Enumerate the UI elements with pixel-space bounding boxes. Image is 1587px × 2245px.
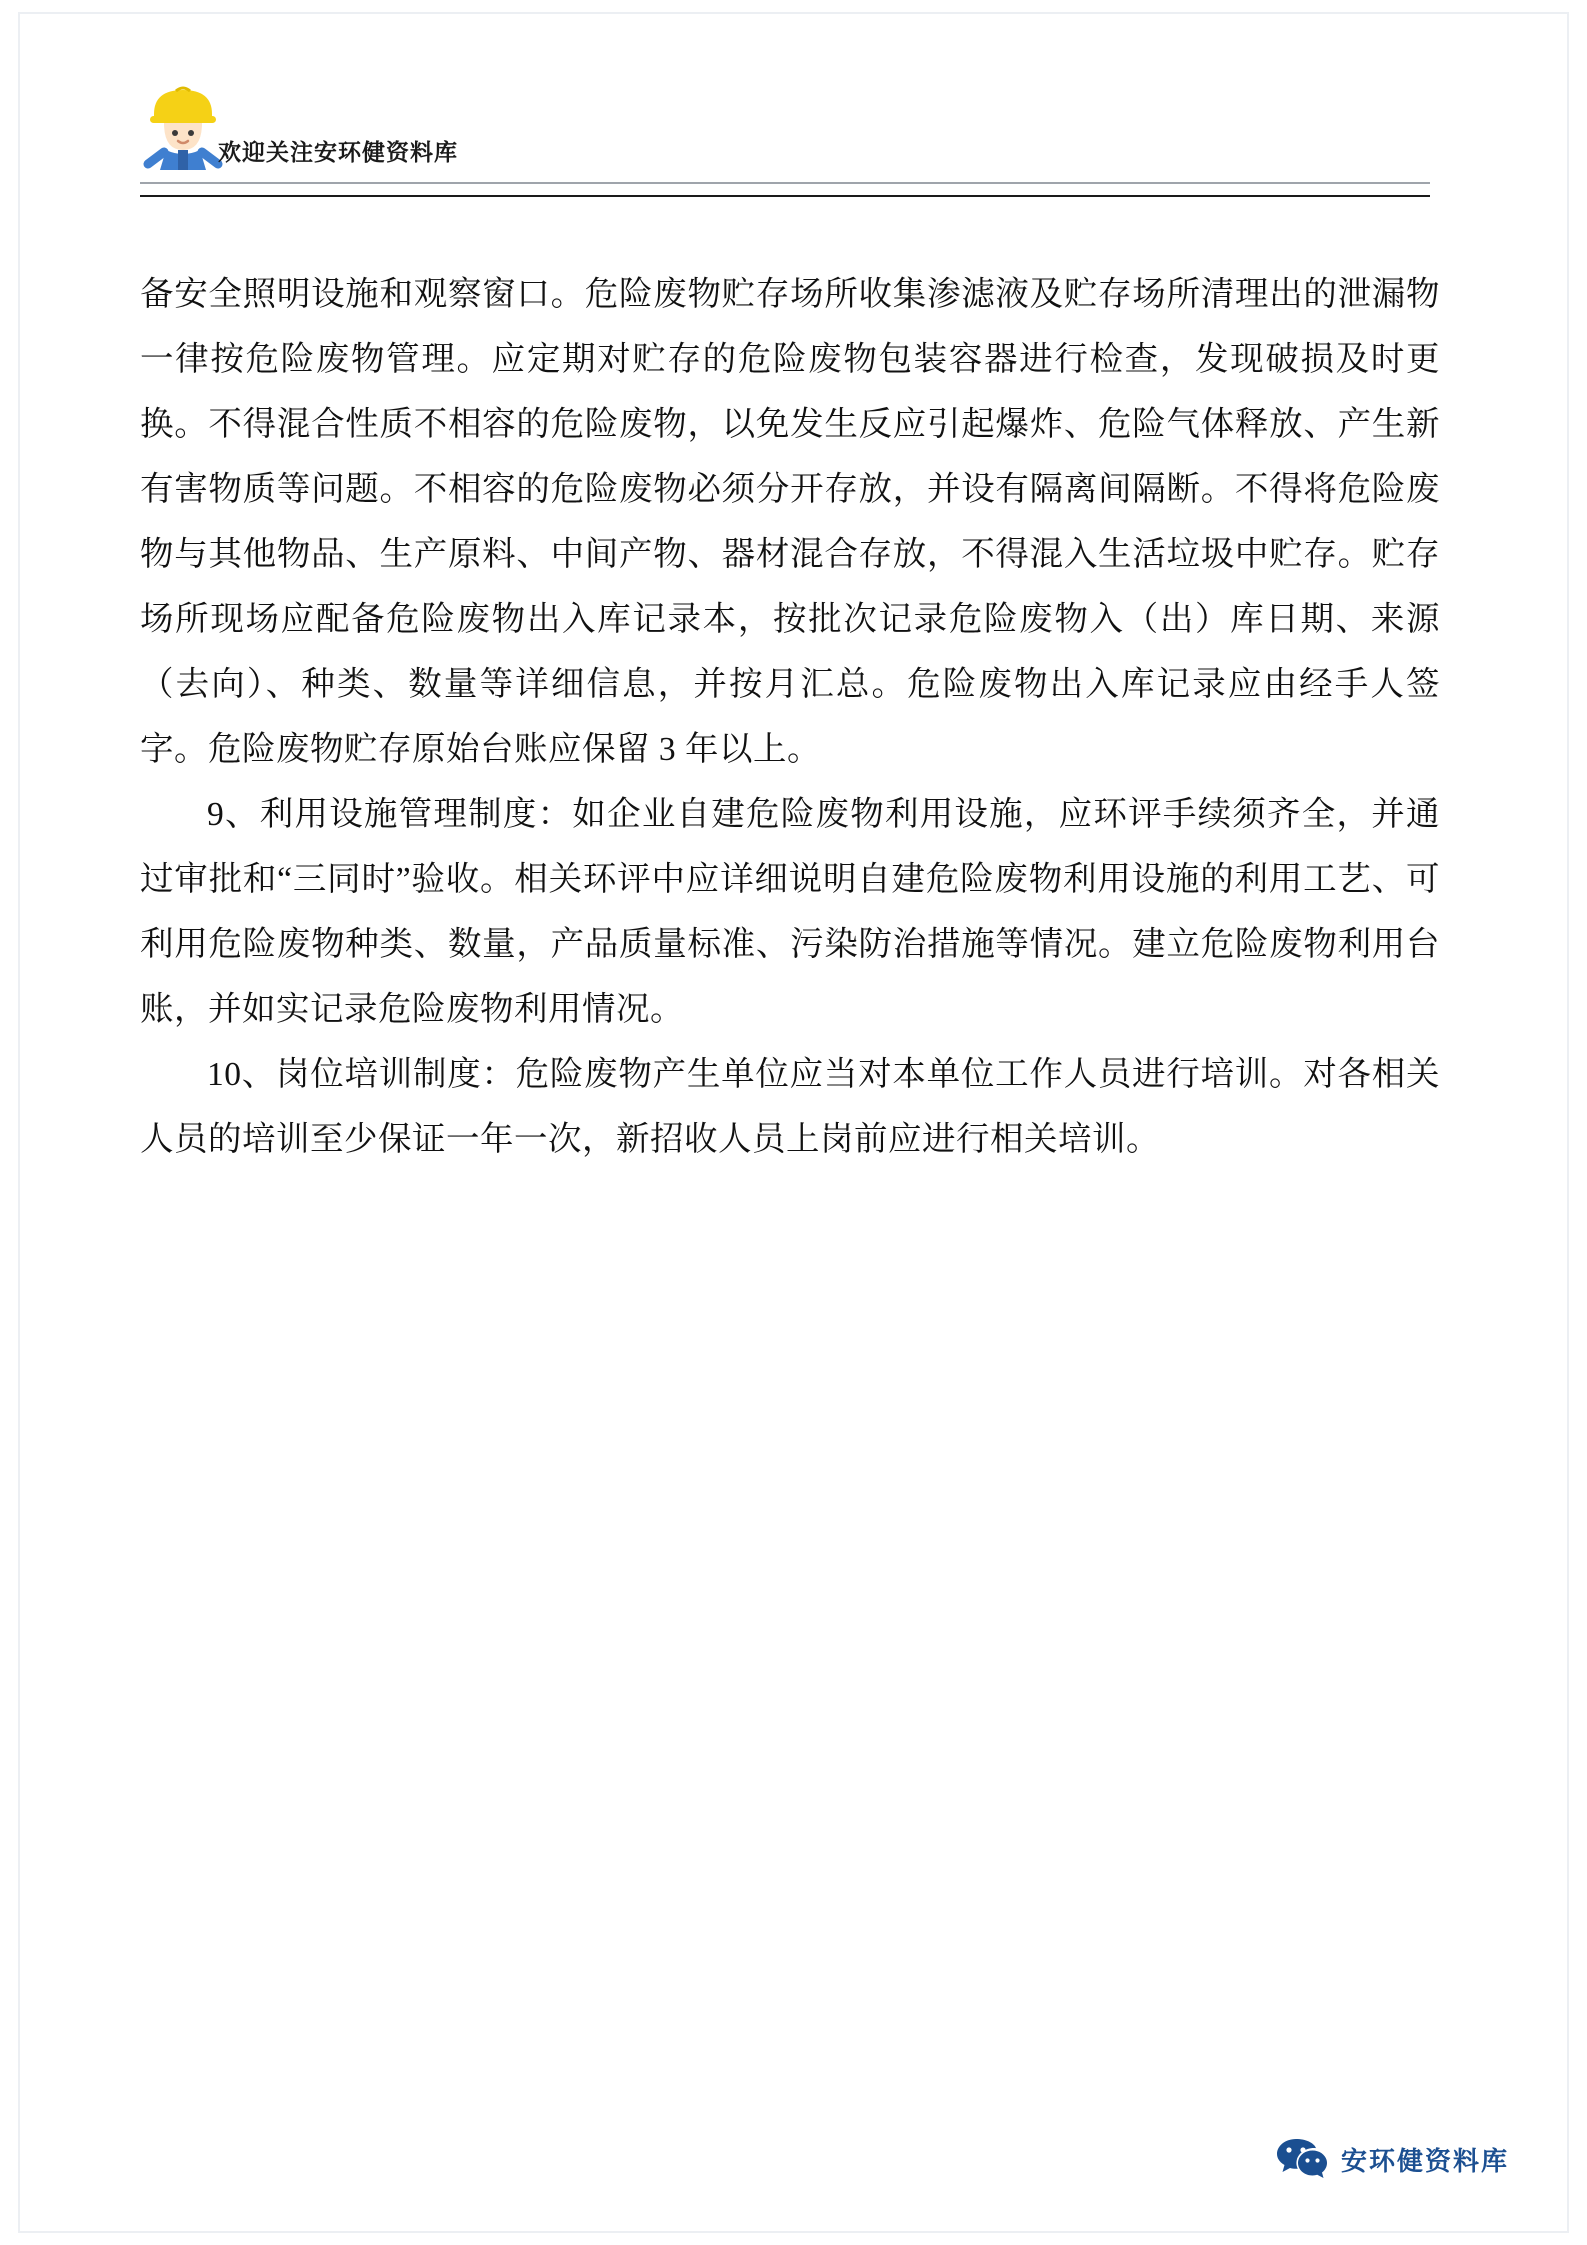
page-header: [140, 78, 1430, 188]
wechat-icon: [1275, 2135, 1329, 2183]
header-title: 欢迎关注安环健资料库: [218, 139, 458, 165]
paragraph-item-10: 10、岗位培训制度：危险废物产生单位应当对本单位工作人员进行培训。对各相关人员的培训至少保证一年一次，新招收人员上岗前应进行相关培训。: [140, 1056, 1440, 1158]
worker-mascot-icon: [140, 78, 226, 170]
footer-watermark: [1275, 2135, 1509, 2183]
paragraph-item-9: 9、利用设施管理制度：如企业自建危险废物利用设施，应环评手续须齐全，并通过审批和“三同时”验收。相关环评中应详细说明自建危险废物利用设施的利用工艺、可利用危险废物种类、数量，产品质量标准、污染防治措施等情况。建立危险废物利用台账，并如实记录危险废物利用情况。: [140, 796, 1440, 1028]
header-divider-light: [140, 182, 1430, 184]
paragraph-continued: 备安全照明设施和观察窗口。危险废物贮存场所收集渗滤液及贮存场所清理出的泄漏物一律按危险废物管理。应定期对贮存的危险废物包装容器进行检查，发现破损及时更换。不得混合性质不相容的危险废物，以免发生反应引起爆炸、危险气体释放、产生新有害物质等问题。不相容的危险废物必须分开存放，并设有隔离间隔断。不得将危险废物与其他物品、生产原料、中间产物、器材混合存放，不得混入生活垃圾中贮存。贮存场所现场应配备危险废物出入库记录本，按批次记录危险废物入（出）库日期、来源（去向）、种类、数量等详细信息，并按月汇总。危险废物出入库记录应由经手人签字。危险废物贮存原始台账应保留 3 年以上。: [140, 276, 1440, 768]
footer-watermark-label: 安环健资料库: [1340, 2145, 1509, 2176]
header-divider-dark: [140, 195, 1430, 197]
document-body: [140, 262, 1440, 1172]
